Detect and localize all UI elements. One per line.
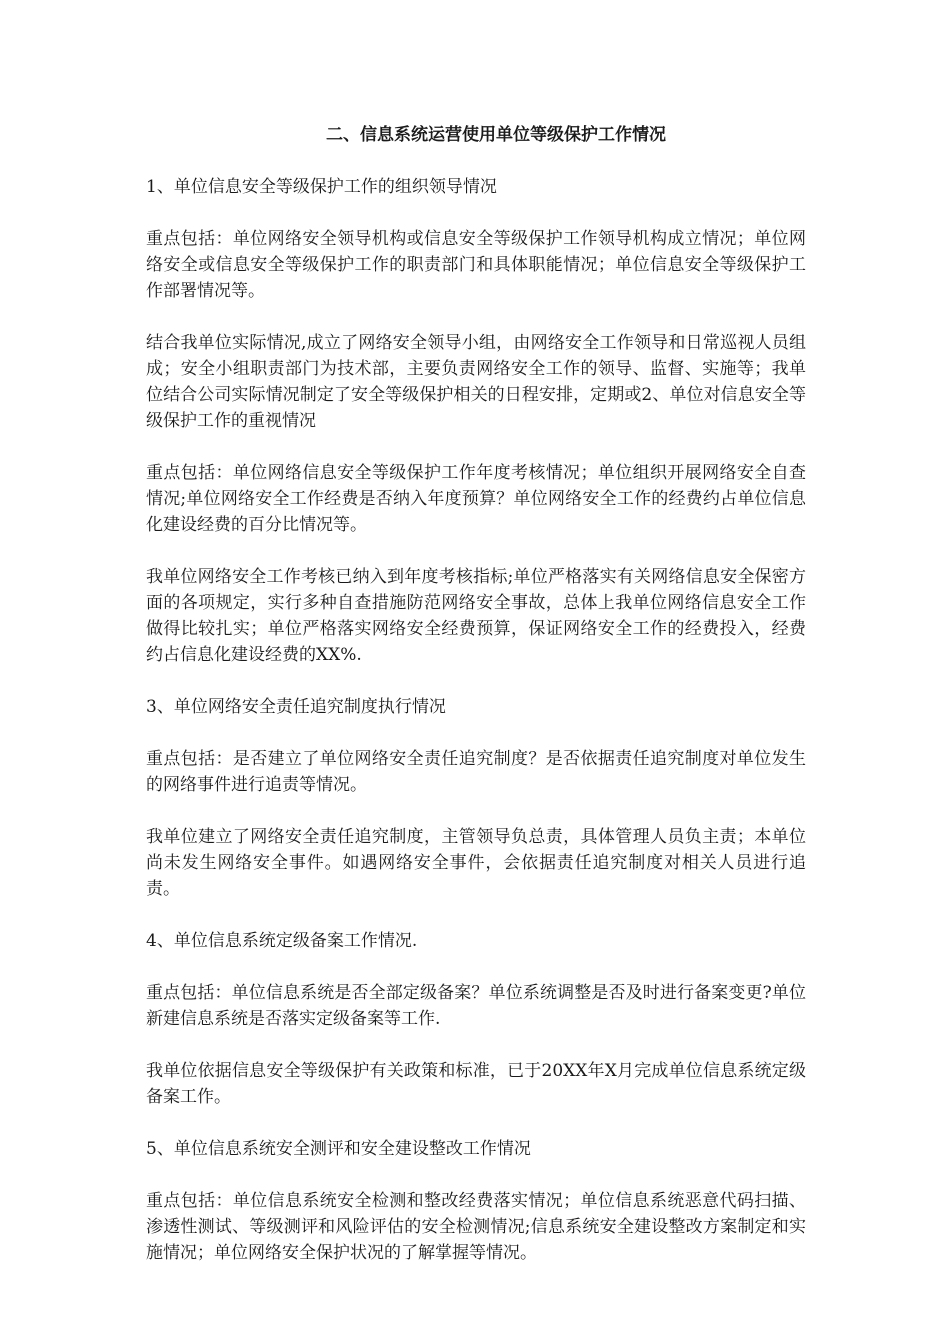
section-4-key-points: 重点包括：单位信息系统是否全部定级备案？单位系统调整是否及时进行备案变更?单位新建信息系统是否落实定级备案等工作. <box>146 983 806 1029</box>
section-1-response: 结合我单位实际情况,成立了网络安全领导小组，由网络安全工作领导和日常巡视人员组成；安全小组职责部门为技术部，主要负责网络安全工作的领导、监督、实施等；我单位结合公司实际情况制定了安全等级保护相关的日程安排，定期或2、单位对信息安全等级保护工作的重视情况 <box>146 333 806 431</box>
section-heading-4: 4、单位信息系统定级备案工作情况. <box>146 931 418 951</box>
section-heading-5: 5、单位信息系统安全测评和安全建设整改工作情况 <box>146 1139 531 1159</box>
section-2-response: 我单位网络安全工作考核已纳入到年度考核指标;单位严格落实有关网络信息安全保密方面的各项规定，实行多种自查措施防范网络安全事故，总体上我单位网络信息安全工作做得比较扎实；单位严格落实网络安全经费预算，保证网络安全工作的经费投入，经费约占信息化建设经费的XX%. <box>146 567 806 665</box>
section-heading-3: 3、单位网络安全责任追究制度执行情况 <box>146 697 446 717</box>
section-heading-1: 1、单位信息安全等级保护工作的组织领导情况 <box>146 177 497 197</box>
document-title: 二、信息系统运营使用单位等级保护工作情况 <box>326 125 666 145</box>
section-2-key-points: 重点包括：单位网络信息安全等级保护工作年度考核情况；单位组织开展网络安全自查情况;单位网络安全工作经费是否纳入年度预算？单位网络安全工作的经费约占单位信息化建设经费的百分比情况等。 <box>146 463 806 535</box>
section-4-response: 我单位依据信息安全等级保护有关政策和标准，已于20XX年X月完成单位信息系统定级备案工作。 <box>146 1061 806 1107</box>
section-5-key-points: 重点包括：单位信息系统安全检测和整改经费落实情况；单位信息系统恶意代码扫描、渗透性测试、等级测评和风险评估的安全检测情况;信息系统安全建设整改方案制定和实施情况；单位网络安全保护状况的了解掌握等情况。 <box>146 1191 806 1263</box>
section-3-key-points: 重点包括：是否建立了单位网络安全责任追究制度？是否依据责任追究制度对单位发生的网络事件进行追责等情况。 <box>146 749 806 795</box>
section-3-response: 我单位建立了网络安全责任追究制度，主管领导负总责，具体管理人员负主责；本单位尚未发生网络安全事件。如遇网络安全事件，会依据责任追究制度对相关人员进行追责。 <box>146 827 806 899</box>
document-body <box>146 122 806 1292</box>
section-1-key-points: 重点包括：单位网络安全领导机构或信息安全等级保护工作领导机构成立情况；单位网络安全或信息安全等级保护工作的职责部门和具体职能情况；单位信息安全等级保护工作部署情况等。 <box>146 229 806 301</box>
